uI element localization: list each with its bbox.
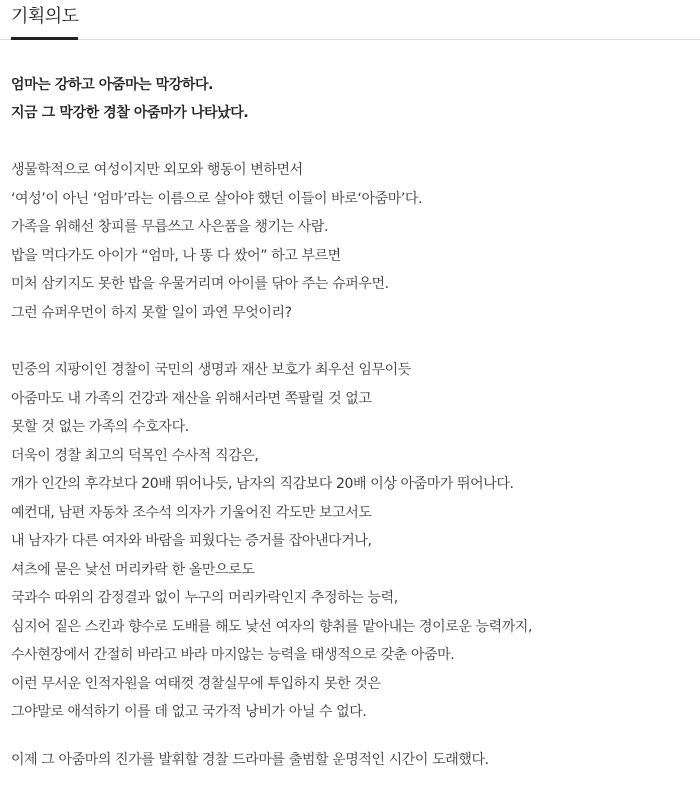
paragraph-line: 국과수 따위의 감정결과 없이 누구의 머리카락인지 추정하는 능력, <box>11 590 398 606</box>
headline <box>11 71 696 127</box>
paragraph-2 <box>11 356 696 727</box>
planning-intent-content <box>11 71 696 774</box>
paragraph-line: 생물학적으로 여성이지만 외모와 행동이 변하면서 <box>11 162 303 178</box>
paragraph-line: 미처 삼키지도 못한 밥을 우물거리며 아이를 닦아 주는 슈퍼우먼. <box>11 276 389 292</box>
paragraph-line: 그야말로 애석하기 이를 데 없고 국가적 낭비가 아닐 수 없다. <box>11 704 367 720</box>
paragraph-3 <box>11 746 696 775</box>
paragraph-line: 내 남자가 다른 여자와 바람을 피웠다는 증거를 잡아낸다거나, <box>11 533 372 549</box>
paragraph-line: 가족을 위해선 창피를 무릅쓰고 사은품을 챙기는 사람. <box>11 219 329 235</box>
tab-planning-intent[interactable]: 기획의도 <box>11 6 79 27</box>
paragraph-line: 밥을 먹다가도 아이가 “엄마, 나 똥 다 쌌어” 하고 부르면 <box>11 247 341 264</box>
active-tab-indicator <box>11 37 78 40</box>
paragraph-line: 예컨대, 남편 자동차 조수석 의자가 기울어진 각도만 보고서도 <box>11 504 372 521</box>
section-tab-bar <box>0 0 700 40</box>
headline-line: 엄마는 강하고 아줌마는 막강하다. <box>11 77 214 93</box>
paragraph-line: 개가 인간의 후각보다 20배 뛰어나듯, 남자의 직감보다 20배 이상 아줌마가 뛰어나다. <box>11 476 514 492</box>
paragraph-line: 민중의 지팡이인 경찰이 국민의 생명과 재산 보호가 최우선 임무이듯 <box>11 362 411 378</box>
paragraph-line: 셔츠에 묻은 낯선 머리카락 한 올만으로도 <box>11 561 255 578</box>
paragraph-line: 그런 슈퍼우먼이 하지 못할 일이 과연 무엇이리? <box>11 304 292 321</box>
headline-line: 지금 그 막강한 경찰 아줌마가 나타났다. <box>11 105 249 121</box>
paragraph-line: 수사현장에서 간절히 바라고 바라 마지않는 능력을 태생적으로 갖춘 아줌마. <box>11 647 455 663</box>
paragraph-line: 더욱이 경찰 최고의 덕목인 수사적 직감은, <box>11 447 259 464</box>
paragraph-1 <box>11 156 696 327</box>
paragraph-line: 이런 무서운 인적자원을 여태껏 경찰실무에 투입하지 못한 것은 <box>11 675 381 692</box>
paragraph-line: 이제 그 아줌마의 진가를 발휘할 경찰 드라마를 출범할 운명적인 시간이 도래했다. <box>11 751 489 768</box>
paragraph-line: ‘여성’이 아닌 ‘엄마’라는 이름으로 살아야 했던 이들이 바로‘아줌마’다. <box>11 190 423 207</box>
paragraph-line: 못할 것 없는 가족의 수호자다. <box>11 419 189 435</box>
paragraph-line: 심지어 짙은 스킨과 향수로 도배를 해도 낯선 여자의 향취를 맡아내는 경이로운 능력까지, <box>11 618 533 635</box>
paragraph-line: 아줌마도 내 가족의 건강과 재산을 위해서라면 쪽팔릴 것 없고 <box>11 390 372 407</box>
